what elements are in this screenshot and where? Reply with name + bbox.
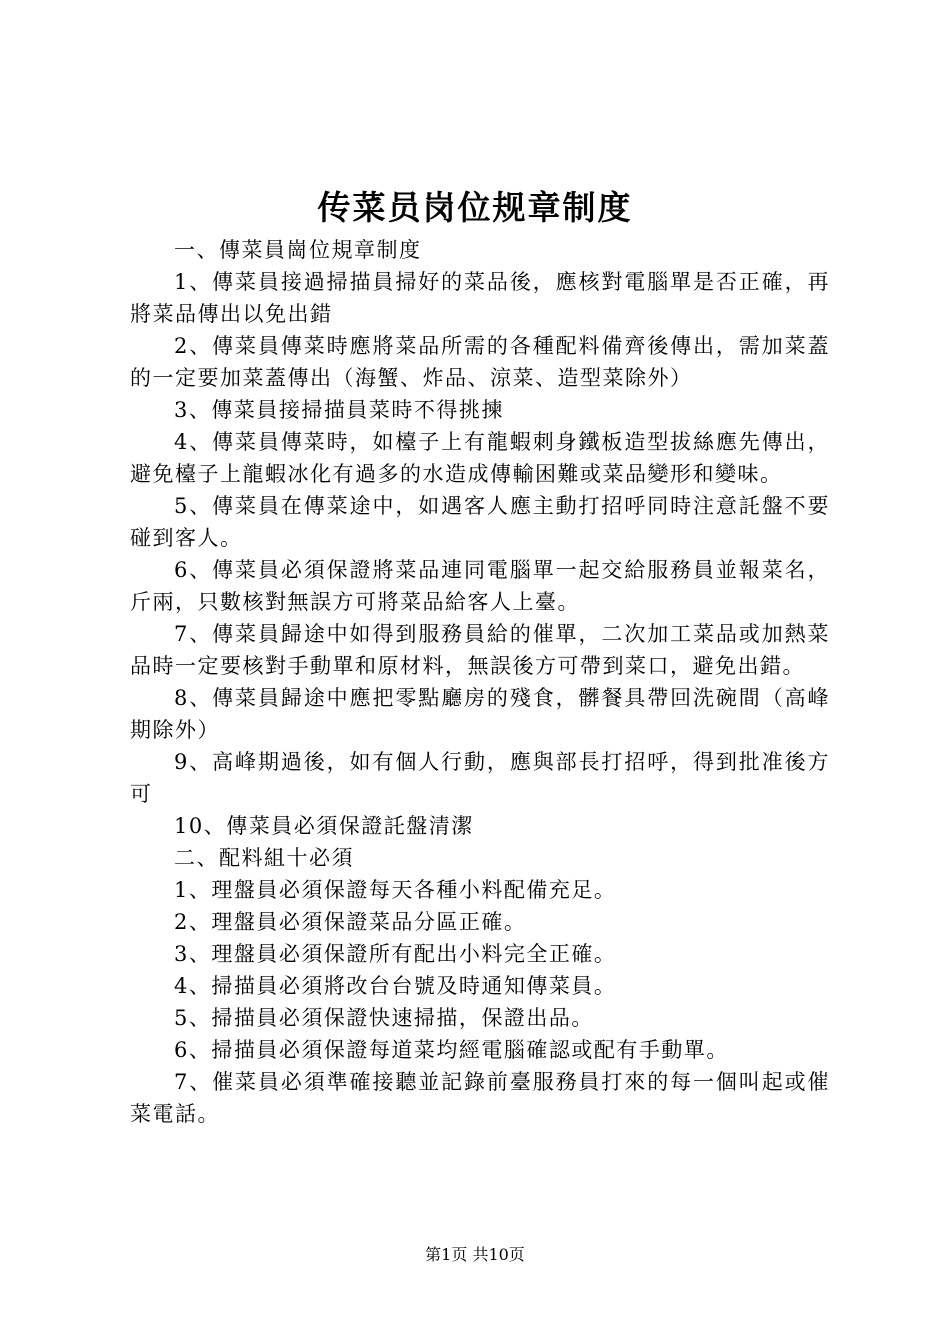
- paragraph: 6、傳菜員必須保證將菜品連同電腦單一起交給服務員並報菜名，斤兩，只數核對無誤方可將菜品給客人上臺。: [130, 558, 830, 614]
- page-number-footer: 第1页 共10页: [425, 1245, 525, 1264]
- paragraph: 1、理盤員必須保證每天各種小料配備充足。: [174, 878, 617, 902]
- section-heading: 一、傳菜員崗位規章制度: [174, 238, 422, 262]
- paragraph: 4、掃描員必須將改台台號及時通知傳菜員。: [174, 974, 617, 998]
- paragraph: 2、理盤員必須保證菜品分區正確。: [174, 910, 527, 934]
- paragraph: 5、掃描員必須保證快速掃描，保證出品。: [174, 1006, 594, 1030]
- document-body: [130, 234, 830, 1130]
- document-title: 传菜员岗位规章制度: [317, 188, 633, 227]
- paragraph: 9、高峰期過後，如有個人行動，應與部長打招呼，得到批准後方可: [130, 750, 830, 806]
- section-heading: 二、配料組十必須: [174, 846, 354, 870]
- paragraph: 7、傳菜員歸途中如得到服務員給的催單，二次加工菜品或加熱菜品時一定要核對手動單和原材料，無誤後方可帶到菜口，避免出錯。: [130, 622, 830, 678]
- paragraph: 8、傳菜員歸途中應把零點廳房的殘食，髒餐具帶回洗碗間（高峰期除外）: [130, 686, 830, 742]
- paragraph: 3、傳菜員接掃描員菜時不得挑揀: [174, 398, 504, 422]
- paragraph: 6、掃描員必須保證每道菜均經電腦確認或配有手動單。: [174, 1038, 729, 1062]
- paragraph: 1、傳菜員接過掃描員掃好的菜品後，應核對電腦單是否正確，再將菜品傳出以免出錯: [130, 270, 830, 326]
- paragraph: 5、傳菜員在傳菜途中，如遇客人應主動打招呼同時注意託盤不要碰到客人。: [130, 494, 830, 550]
- paragraph: 10、傳菜員必須保證託盤清潔: [174, 814, 474, 838]
- paragraph: 7、催菜員必須準確接聽並記錄前臺服務員打來的每一個叫起或催菜電話。: [130, 1070, 830, 1126]
- paragraph: 2、傳菜員傳菜時應將菜品所需的各種配料備齊後傳出，需加菜蓋的一定要加菜蓋傳出（海蟹、炸品、涼菜、造型菜除外）: [130, 334, 830, 390]
- paragraph: 4、傳菜員傳菜時，如檯子上有龍蝦刺身鐵板造型拔絲應先傳出，避免檯子上龍蝦冰化有過多的水造成傳輸困難或菜品變形和變味。: [130, 430, 830, 486]
- paragraph: 3、理盤員必須保證所有配出小料完全正確。: [174, 942, 617, 966]
